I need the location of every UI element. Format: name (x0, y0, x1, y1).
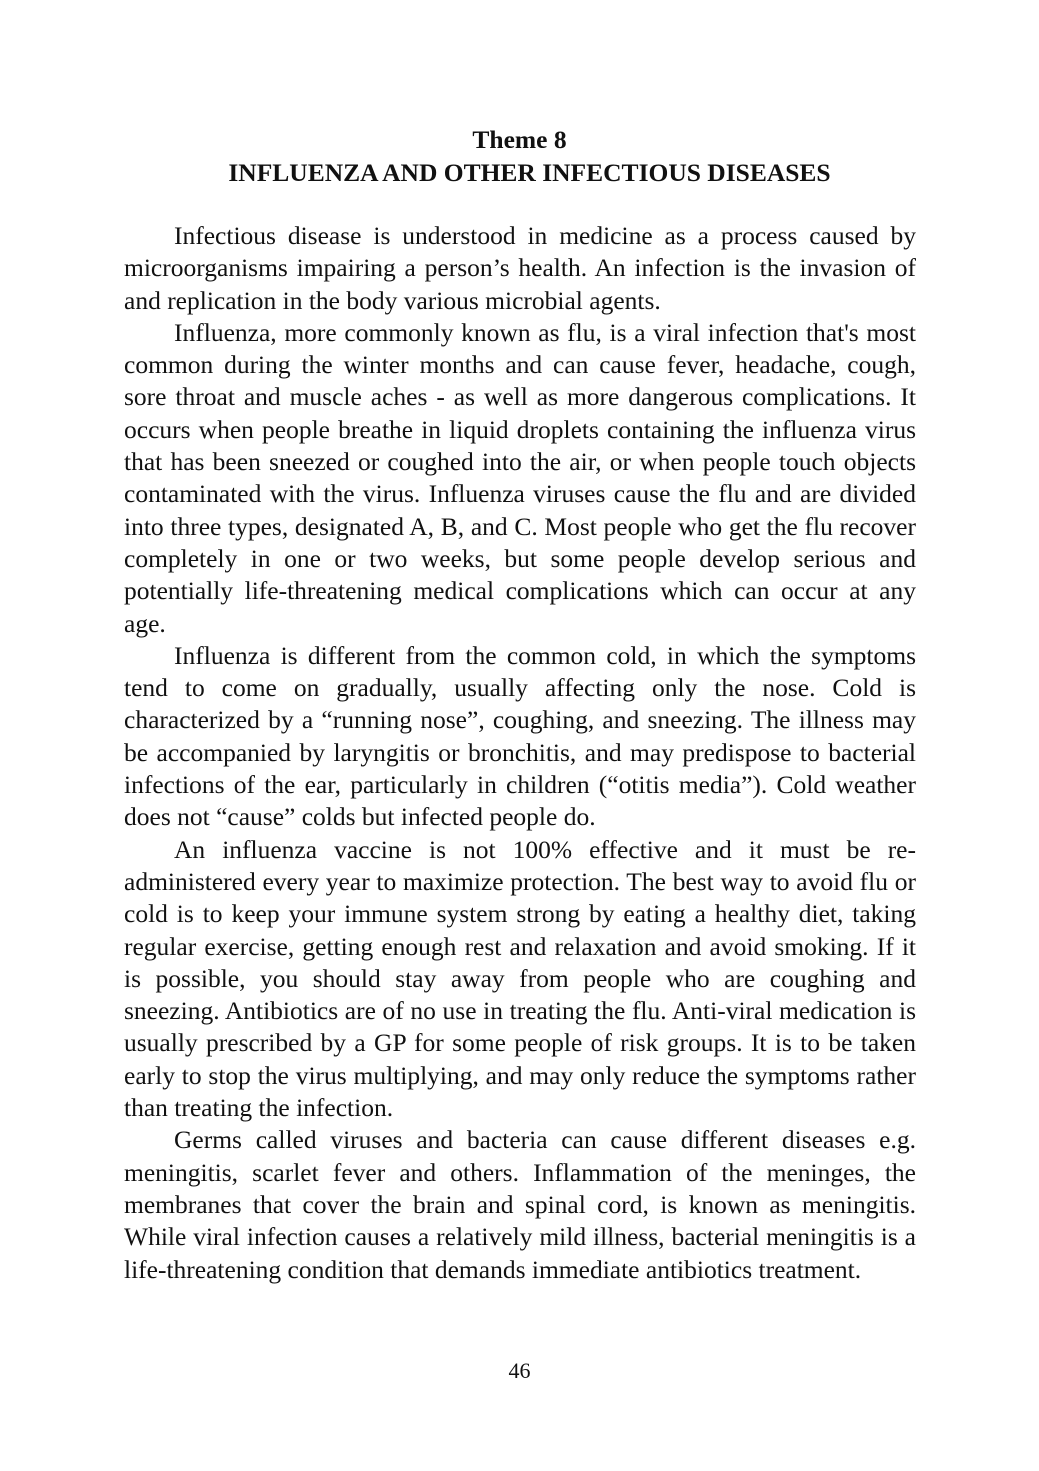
paragraph-common-cold: Influenza is different from the common cold, in which the symptoms tend to come on gradually, usually affecting only the nose. Cold is characterized by a “running nose”, coughing, and sneezing. The illness may be accompanied by laryngitis or bronchitis, and may predispose to bacterial infections of the ear, particularly in children (“otitis media”). Cold weather does not “cause” colds but infected people do. (124, 640, 916, 832)
paragraph-meningitis: Germs called viruses and bacteria can cause different diseases e.g. meningitis, scarlet fever and others. Inflammation of the meninges, the membranes that cover the brain and spinal cord, is known as meningitis. While viral infection causes a relatively mild illness, bacterial meningitis is a life-threatening condition that demands immediate antibiotics treatment. (124, 1125, 916, 1284)
paragraph-vaccine: An influenza vaccine is not 100% effective and it must be re-administered every year to maximize protection. The best way to avoid flu or cold is to keep your immune system strong by eating a healthy diet, taking regular exercise, getting enough rest and relaxation and avoid smoking. If it is possible, you should stay away from people who are coughing and sneezing. Antibiotics are of no use in treating the flu. Anti-viral medication is usually prescribed by a GP for some people of risk groups. It is to be taken early to stop the virus multiplying, and may only reduce the symptoms rather than treating the infection. (124, 834, 916, 1123)
page-number: 46 (508, 1358, 531, 1383)
paragraph-infectious-disease: Infectious disease is understood in medicine as a process caused by microorganisms impairing a person’s health. An infection is the invasion of and replication in the body various microbial agents. (124, 221, 916, 315)
paragraph-influenza: Influenza, more commonly known as flu, is a viral infection that's most common during the winter months and can cause fever, headache, cough, sore throat and muscle aches - as well as more dangerous complications. It occurs when people breathe in liquid droplets containing the influenza virus that has been sneezed or coughed into the air, or when people touch objects contaminated with the virus. Influenza viruses cause the flu and are divided into three types, designated A, B, and C. Most people who get the flu recover completely in one or two weeks, but some people develop serious and potentially life-threatening medical complications which can occur at any age. (124, 317, 916, 638)
page-title: INFLUENZA AND OTHER INFECTIOUS DISEASES (228, 158, 831, 187)
theme-heading: Theme 8 (472, 125, 567, 154)
body-text (124, 220, 916, 1286)
